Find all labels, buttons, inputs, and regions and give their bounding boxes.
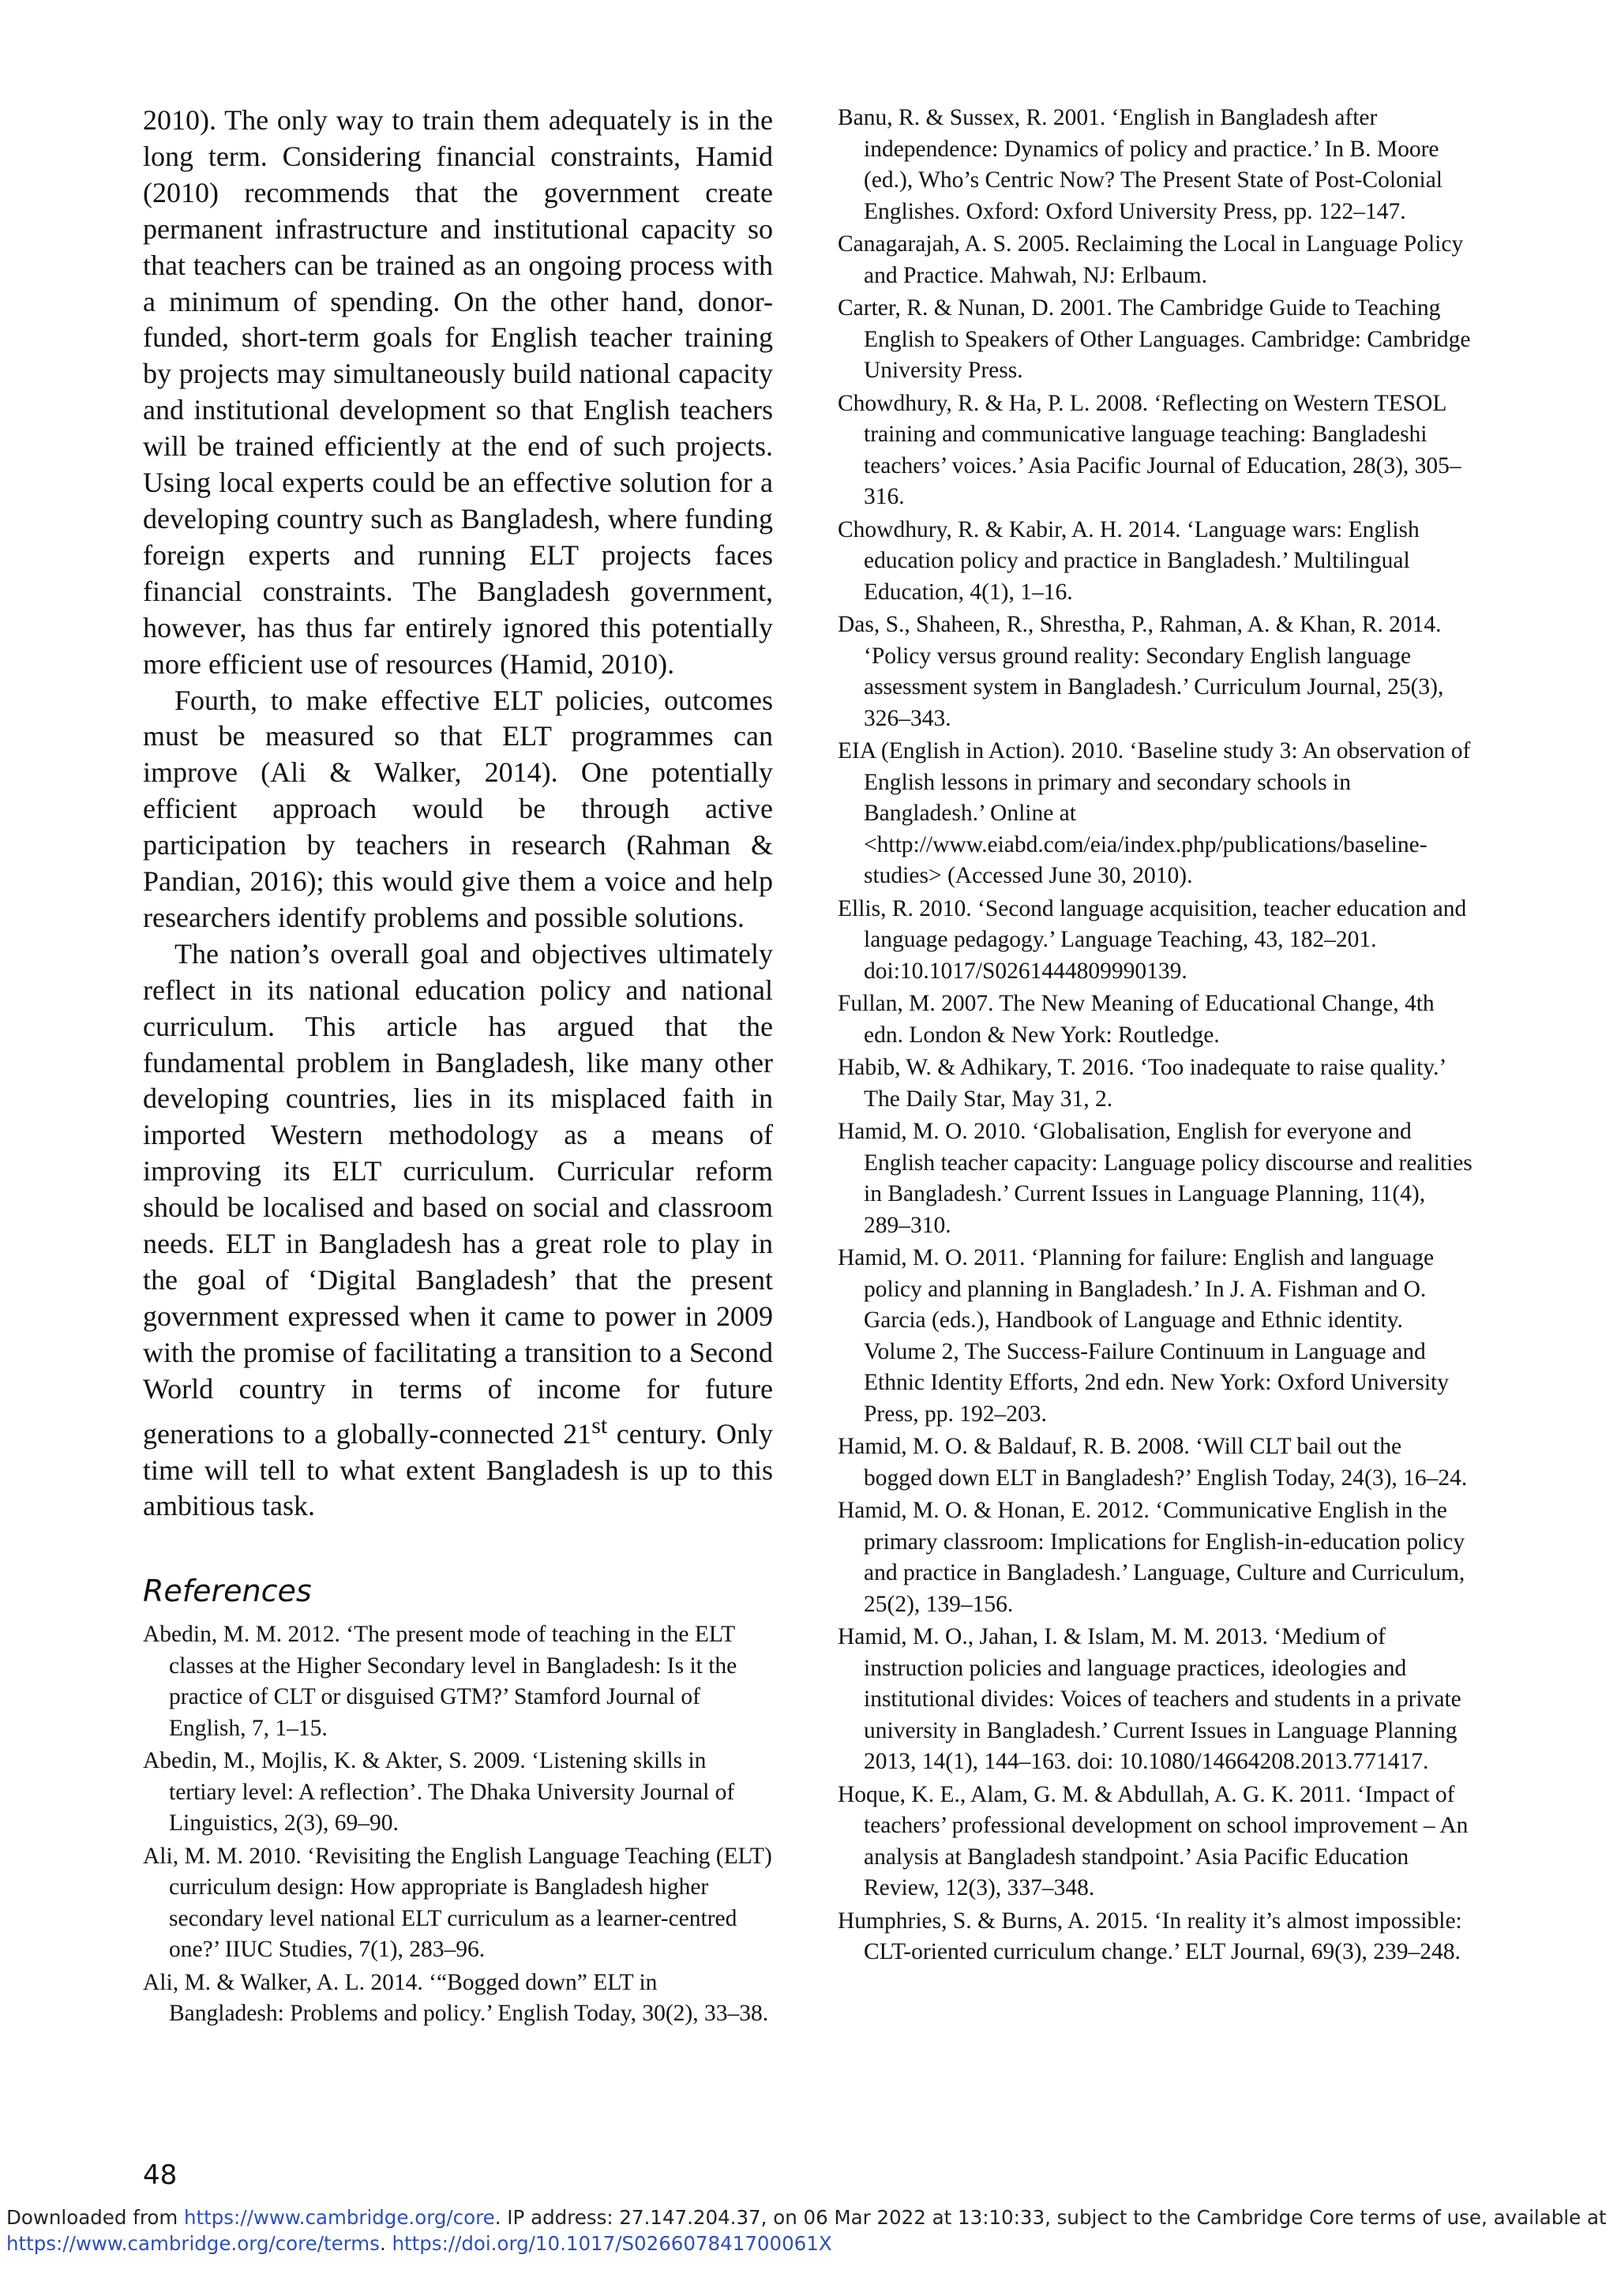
reference-list-right [838,103,1476,1968]
reference-entry: Hamid, M. O., Jahan, I. & Islam, M. M. 2013. ‘Medium of instruction policies and language practices, ideologies and institutional divides: Voices of teachers and students in a private university in Bangladesh.’ Current Issues in Language Planning 2013, 14(1), 144–163. doi: 10.1080/14664208.2013.771417. [838,1624,1461,1774]
footer-prefix: Downloaded from [6,2206,184,2229]
reference-entry: Hamid, M. O. 2010. ‘Globalisation, English for everyone and English teacher capacity: Language policy discourse and realities in Bangladesh.’ Current Issues in Language Planning, 11(4), 289–310. [838,1119,1473,1238]
reference-entry: Hamid, M. O. & Baldauf, R. B. 2008. ‘Will CLT bail out the bogged down ELT in Bangladesh?’ English Today, 24(3), 16–24. [838,1434,1468,1491]
body-paragraph-3-text-b: century. Only time will tell to what extent Bangladesh is up to this ambitious task. [143,1417,773,1522]
reference-entry: Abedin, M. M. 2012. ‘The present mode of teaching in the ELT classes at the Higher Secondary level in Bangladesh: Is it the practice of CLT or disguised GTM?’ Stamford Journal of English, 7, 1–15. [143,1622,737,1741]
body-paragraph-3-text-a: The nation’s overall goal and objectives ultimately reflect in its national education policy and national curriculum. This article has argued that the fundamental problem in Bangladesh, like many other developing countries, lies in its misplaced faith in imported Western methodology as a means of improving its ELT curriculum. Curricular reform should be localised and based on social and classroom needs. ELT in Bangladesh has a great role to play in the goal of ‘Digital Bangladesh’ that the present government expressed when it came to power in 2009 with the promise of facilitating a transition to a Second World country in terms of income for future generations to a globally-connected 21 [143,937,773,1450]
footer-terms-link[interactable]: https://www.cambridge.org/core/terms [6,2232,380,2255]
download-footer [6,2204,1609,2257]
body-paragraph-3 [143,936,773,1525]
footer-middle: . IP address: 27.147.204.37, on 06 Mar 2022 at 13:10:33, subject to the Cambridge Core terms of use, available at [494,2206,1607,2229]
references-heading: References [143,1574,312,1609]
superscript-st: st [591,1412,608,1439]
reference-entry: Hamid, M. O. 2011. ‘Planning for failure: English and language policy and planning in Bangladesh.’ In J. A. Fishman and O. Garcia (eds.), Handbook of Language and Ethnic identity. Volume 2, The Success-Failure Continuum in Language and Ethnic Identity Efforts, 2nd edn. New York: Oxford University Press, pp. 192–203. [838,1245,1449,1427]
reference-entry: Banu, R. & Sussex, R. 2001. ‘English in Bangladesh after independence: Dynamics of policy and practice.’ In B. Moore (ed.), Who’s Centric Now? The Present State of Post-Colonial Englishes. Oxford: Oxford University Press, pp. 122–147. [838,105,1443,224]
footer-separator: . [379,2232,392,2255]
reference-entry-eia[interactable]: EIA (English in Action). 2010. ‘Baseline study 3: An observation of English lessons in primary and secondary schools in Bangladesh.’ Online at <http://www.eiabd.com/eia/index.php/publications/baseline-studies> (Accessed June 30, 2010). [838,738,1471,888]
reference-entry: Abedin, M., Mojlis, K. & Akter, S. 2009. ‘Listening skills in tertiary level: A reflection’. The Dhaka University Journal of Linguistics, 2(3), 69–90. [143,1748,735,1836]
article-body [143,103,773,1525]
reference-entry: Ellis, R. 2010. ‘Second language acquisition, teacher education and language pedagogy.’ Language Teaching, 43, 182–201. doi:10.1017/S0261444809990139. [838,895,1467,984]
body-paragraph-2: Fourth, to make effective ELT policies, outcomes must be measured so that ELT programmes can improve (Ali & Walker, 2014). One potentially efficient approach would be through active participation by teachers in research (Rahman & Pandian, 2016); this would give them a voice and help researchers identify problems and possible solutions. [143,684,773,933]
reference-entry: Ali, M. & Walker, A. L. 2014. ‘“Bogged down” ELT in Bangladesh: Problems and policy.’ English Today, 30(2), 33–38. [143,1969,769,2027]
reference-entry: Carter, R. & Nunan, D. 2001. The Cambridge Guide to Teaching English to Speakers of Other Languages. Cambridge: Cambridge University Press. [838,295,1471,383]
reference-entry: Das, S., Shaheen, R., Shrestha, P., Rahman, A. & Khan, R. 2014. ‘Policy versus ground reality: Secondary English language assessment system in Bangladesh.’ Curriculum Journal, 25(3), 326–343. [838,612,1444,731]
reference-entry: Hoque, K. E., Alam, G. M. & Abdullah, A. G. K. 2011. ‘Impact of teachers’ professional development on school improvement – An analysis at Bangladesh standpoint.’ Asia Pacific Education Review, 12(3), 337–348. [838,1781,1469,1900]
reference-list-left [143,1619,773,2030]
reference-entry: Humphries, S. & Burns, A. 2015. ‘In reality it’s almost impossible: CLT-oriented curriculum change.’ ELT Journal, 69(3), 239–248. [838,1908,1462,1964]
reference-entry: Chowdhury, R. & Kabir, A. H. 2014. ‘Language wars: English education policy and practice in Bangladesh.’ Multilingual Education, 4(1), 1–16. [838,516,1420,605]
body-paragraph-1: 2010). The only way to train them adequately is in the long term. Considering financial constraints, Hamid (2010) recommends that the government create permanent infrastructure and institutional capacity so that teachers can be trained as an ongoing process with a minimum of spending. On the other hand, donor-funded, short-term goals for English teacher training by projects may simultaneously build national capacity and institutional development so that English teachers will be trained efficiently at the end of such projects. Using local experts could be an effective solution for a developing country such as Bangladesh, where funding foreign experts and running ELT projects faces financial constraints. The Bangladesh government, however, has thus far entirely ignored this potentially more efficient use of resources (Hamid, 2010). [143,104,773,680]
reference-entry: Habib, W. & Adhikary, T. 2016. ‘Too inadequate to raise quality.’ The Daily Star, May 31, 2. [838,1055,1446,1112]
reference-entry: Chowdhury, R. & Ha, P. L. 2008. ‘Reflecting on Western TESOL training and communicative language teaching: Bangladeshi teachers’ voices.’ Asia Pacific Journal of Education, 28(3), 305–316. [838,390,1461,509]
reference-entry: Hamid, M. O. & Honan, E. 2012. ‘Communicative English in the primary classroom: Implications for English-in-education policy and practice in Bangladesh.’ Language, Culture and Curriculum, 25(2), 139–156. [838,1498,1465,1617]
reference-entry: Fullan, M. 2007. The New Meaning of Educational Change, 4th edn. London & New York: Routledge. [838,991,1435,1048]
footer-doi-link[interactable]: https://doi.org/10.1017/S026607841700061X [392,2232,832,2255]
reference-entry: Ali, M. M. 2010. ‘Revisiting the English Language Teaching (ELT) curriculum design: How appropriate is Bangladesh higher secondary level national ELT curriculum as a learner-centred one?’ IIUC Studies, 7(1), 283–96. [143,1843,772,1963]
reference-entry: Canagarajah, A. S. 2005. Reclaiming the Local in Language Policy and Practice. Mahwah, NJ: Erlbaum. [838,231,1464,288]
footer-core-link[interactable]: https://www.cambridge.org/core [184,2206,495,2229]
left-column [143,103,773,2032]
page-number: 48 [143,2159,178,2191]
right-column [838,103,1476,1970]
